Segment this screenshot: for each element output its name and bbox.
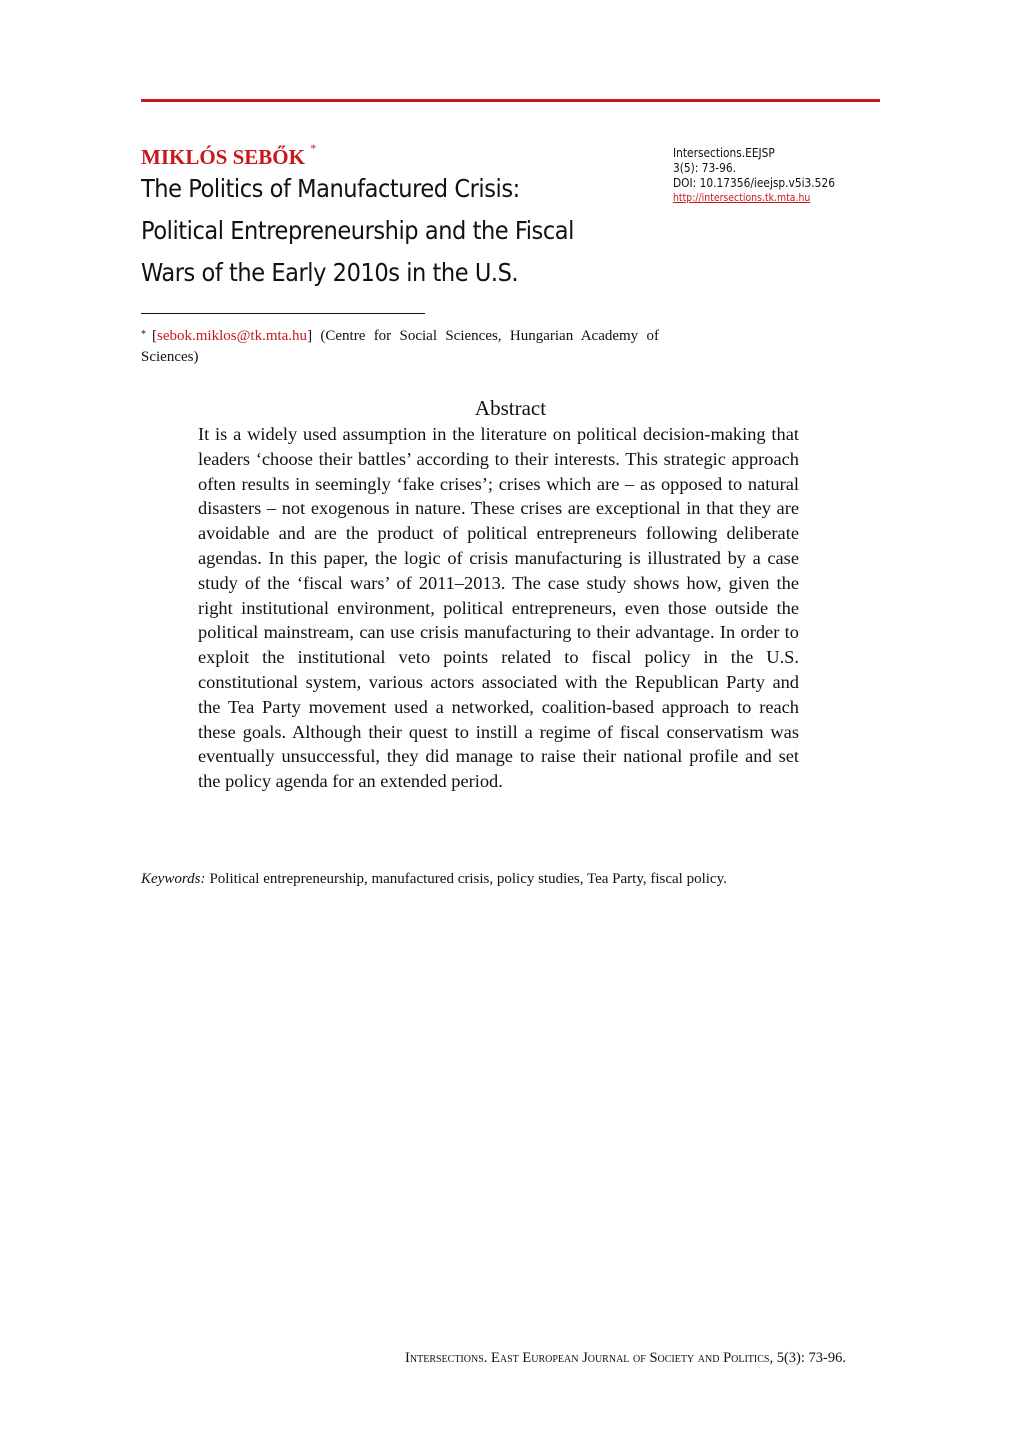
keywords-label: Keywords: <box>141 871 206 887</box>
author-name-text: MIKLÓS SEBŐK <box>141 145 305 169</box>
abstract-heading: Abstract <box>474 396 547 420</box>
keywords-text: Political entrepreneurship, manufactured crisis, policy studies, Tea Party, fiscal policy. <box>209 871 727 887</box>
journal-name: Intersections.EEJSP <box>673 145 775 160</box>
author-footnote-mark[interactable]: * <box>310 141 317 155</box>
author-name <box>141 141 317 170</box>
journal-issue: 3(5): 73-96. <box>673 160 737 175</box>
author-affiliation: ] (Centre for Social Sciences, Hungarian Academy of Sciences) <box>141 328 659 365</box>
author-email-link[interactable]: sebok.miklos@tk.mta.hu <box>157 328 308 344</box>
abstract-body: It is a widely used assumption in the literature on political decision-making that leaders ‘choose their battles’ according to their interests. This strategic approach often results in seemingly ‘fake crises’; crises which are – as opposed to natural disasters – not exogenous in nature. These crises are exceptional in that they are avoidable and are the product of political entrepreneurs following deliberate agendas. In this paper, the logic of crisis manufacturing is illustrated by a case study of the ‘fiscal wars’ of 2011–2013. The case study shows how, given the right institutional environment, political entrepreneurs, even those outside the political mainstream, can use crisis manufacturing to their advantage. In order to exploit the institutional veto points related to fiscal policy in the U.S. constitutional system, various actors associated with the Republican Party and the Tea Party movement used a networked, coalition-based approach to reach these goals. Although their quest to instill a regime of fiscal conservatism was eventually unsuccessful, they did manage to raise their national profile and set the policy agenda for an extended period. <box>198 424 799 792</box>
author-footnote <box>141 326 659 368</box>
footnote-mark: * <box>141 329 146 340</box>
keywords <box>141 869 880 890</box>
header-rule <box>141 99 880 102</box>
doi: DOI: 10.17356/ieejsp.v5i3.526 <box>673 175 835 190</box>
footnote-rule <box>141 313 425 314</box>
footer-citation: Intersections. East European Journal of Society and Politics, 5(3): 73-96. <box>405 1350 846 1366</box>
footnote-open-bracket: [ <box>152 328 157 344</box>
journal-url-link[interactable]: http://intersections.tk.mta.hu <box>673 191 811 204</box>
publication-info <box>673 145 835 205</box>
article-title: The Politics of Manufactured Crisis: Political Entrepreneurship and the Fiscal Wars of the Early 2010s in the U.S. <box>141 174 574 287</box>
